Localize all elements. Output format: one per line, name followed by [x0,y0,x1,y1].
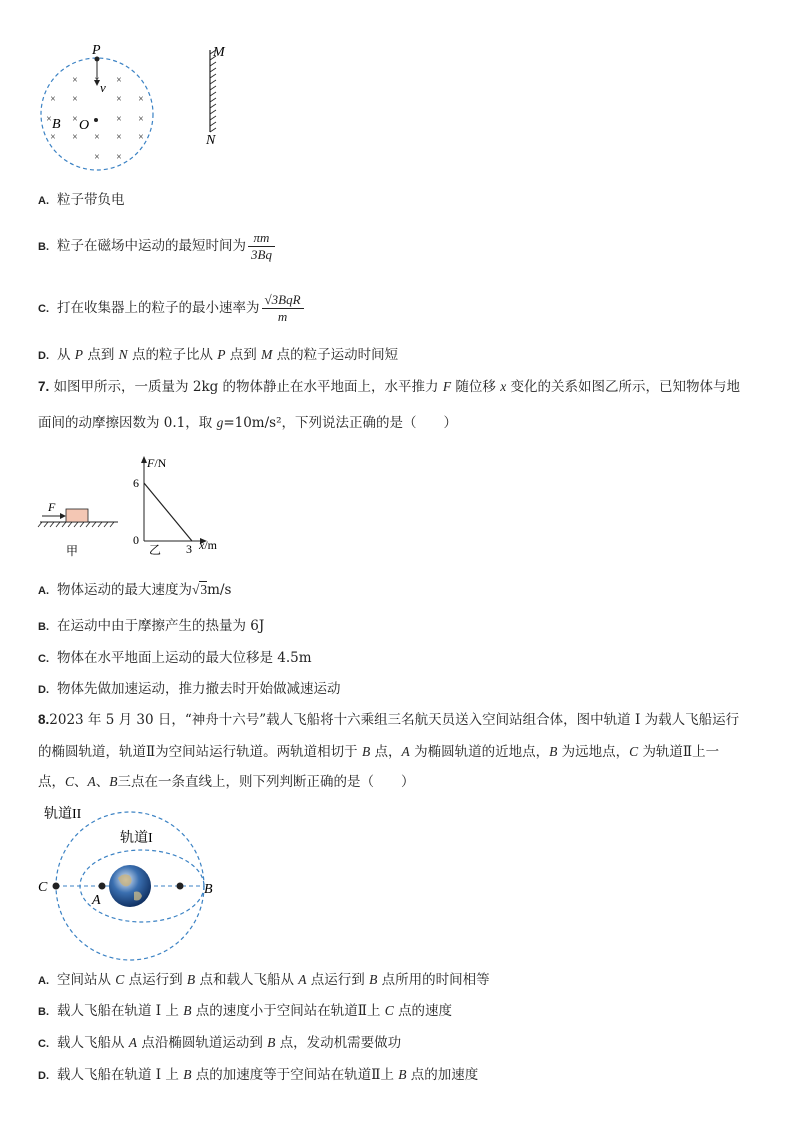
q8-stem-line3: 点，C、A、B三点在一条直线上，则下列判断正确的是（ ） [38,774,415,790]
orbit2-label: 轨道II [44,807,82,822]
collector-hatching [210,50,216,132]
svg-text:×: × [138,114,144,125]
earth [109,865,151,907]
x-tick-3: 3 [186,542,192,556]
svg-text:×: × [72,75,78,86]
svg-text:×: × [94,132,100,143]
svg-text:×: × [138,132,144,143]
label-b: B [52,117,61,132]
svg-text:×: × [94,152,100,163]
label-m: M [213,45,225,60]
origin-0: 0 [133,533,139,547]
q7-option-b: B. 在运动中由于摩擦产生的热量为 6J [38,618,265,634]
fraction: $\frac{\pi m}{3Bq}$ [248,230,275,263]
block [66,509,88,522]
svg-text:×: × [72,114,78,125]
x-axis-label: x/m [199,538,217,552]
q7-option-c: C. 物体在水平地面上运动的最大位移是 4.5m [38,650,312,666]
svg-text:×: × [116,114,122,125]
q7-stem-line2: 面间的动摩擦因数为 0.1，取 g=10m/s²，下列说法正确的是（ ） [38,415,457,431]
magnetic-field-figure [30,38,240,183]
svg-text:×: × [116,75,122,86]
q6-option-a: A. 粒子带负电 [38,192,125,208]
q8-option-c: C. 载人飞船从 A 点沿椭圆轨道运动到 B 点，发动机需要做功 [38,1035,402,1051]
svg-text:×: × [46,114,52,125]
label-yi: 乙 [149,543,162,557]
q6-option-c: C. 打在收集器上的粒子的最小速率为 $\frac{\text{√3BqR}}{m}$ [38,290,304,327]
svg-text:×: × [116,94,122,105]
svg-text:×: × [50,94,56,105]
label-p: P [92,43,101,58]
svg-text:×: × [116,132,122,143]
svg-text:×: × [72,132,78,143]
orbit1-label: 轨道I [120,831,153,846]
label-o: O [79,118,90,133]
q6-option-b: B. 粒子在磁场中运动的最短时间为 $\frac{\pi m}{3Bq}$ [38,228,275,265]
q7-figure [36,445,236,565]
q8-stem-line1: 8.2023 年 5 月 30 日，“神舟十六号”载人飞船将十六乘组三名航天员送入空间站组合体，图中轨道 I 为载人飞船运行 [38,712,740,728]
point-c [53,883,60,890]
point-a [99,883,106,890]
q8-stem-line2: 的椭圆轨道，轨道Ⅱ为空间站运行轨道。两轨道相切于 B 点，A 为椭圆轨道的近地点，B 为远地点，C 为轨道Ⅱ上一 [38,744,720,760]
label-n: N [206,133,216,148]
label-a: A [92,893,101,908]
y-axis-label: F/N [147,456,167,470]
f-x-line [144,483,192,541]
label-v: v [100,80,106,95]
svg-text:×: × [72,94,78,105]
svg-text:×: × [138,94,144,105]
ground-hatching [38,522,114,527]
svg-text:×: × [50,132,56,143]
q7-option-a: A. 物体运动的最大速度为√3m/s [38,582,232,598]
label-c: C [38,880,48,895]
center-o [94,118,98,122]
orbit-figure [30,800,230,965]
point-b-mark [177,883,184,890]
q8-option-b: B. 载人飞船在轨道 I 上 B 点的速度小于空间站在轨道Ⅱ上 C 点的速度 [38,1003,453,1019]
q6-option-d: D. 从 P 点到 N 点的粒子比从 P 点到 M 点的粒子运动时间短 [38,347,399,363]
label-jia: 甲 [66,544,79,558]
svg-text:×: × [116,152,122,163]
q8-option-a: A. 空间站从 C 点运行到 B 点和载人飞船从 A 点运行到 B 点所用的时间相等 [38,972,490,988]
q7-stem-line1: 7. 如图甲所示，一质量为 2kg 的物体静止在水平地面上，水平推力 F 随位移 x 变化的关系如图乙所示，已知物体与地 [38,379,740,395]
label-f: F [48,500,56,514]
q8-option-d: D. 载人飞船在轨道 I 上 B 点的加速度等于空间站在轨道Ⅱ上 B 点的加速度 [38,1067,479,1083]
q7-option-d: D. 物体先做加速运动，推力撤去时开始做减速运动 [38,681,341,697]
label-b: B [204,882,213,897]
y-tick-6: 6 [133,476,139,490]
fraction: $\frac{\text{√3BqR}}{m}$ [262,292,304,325]
